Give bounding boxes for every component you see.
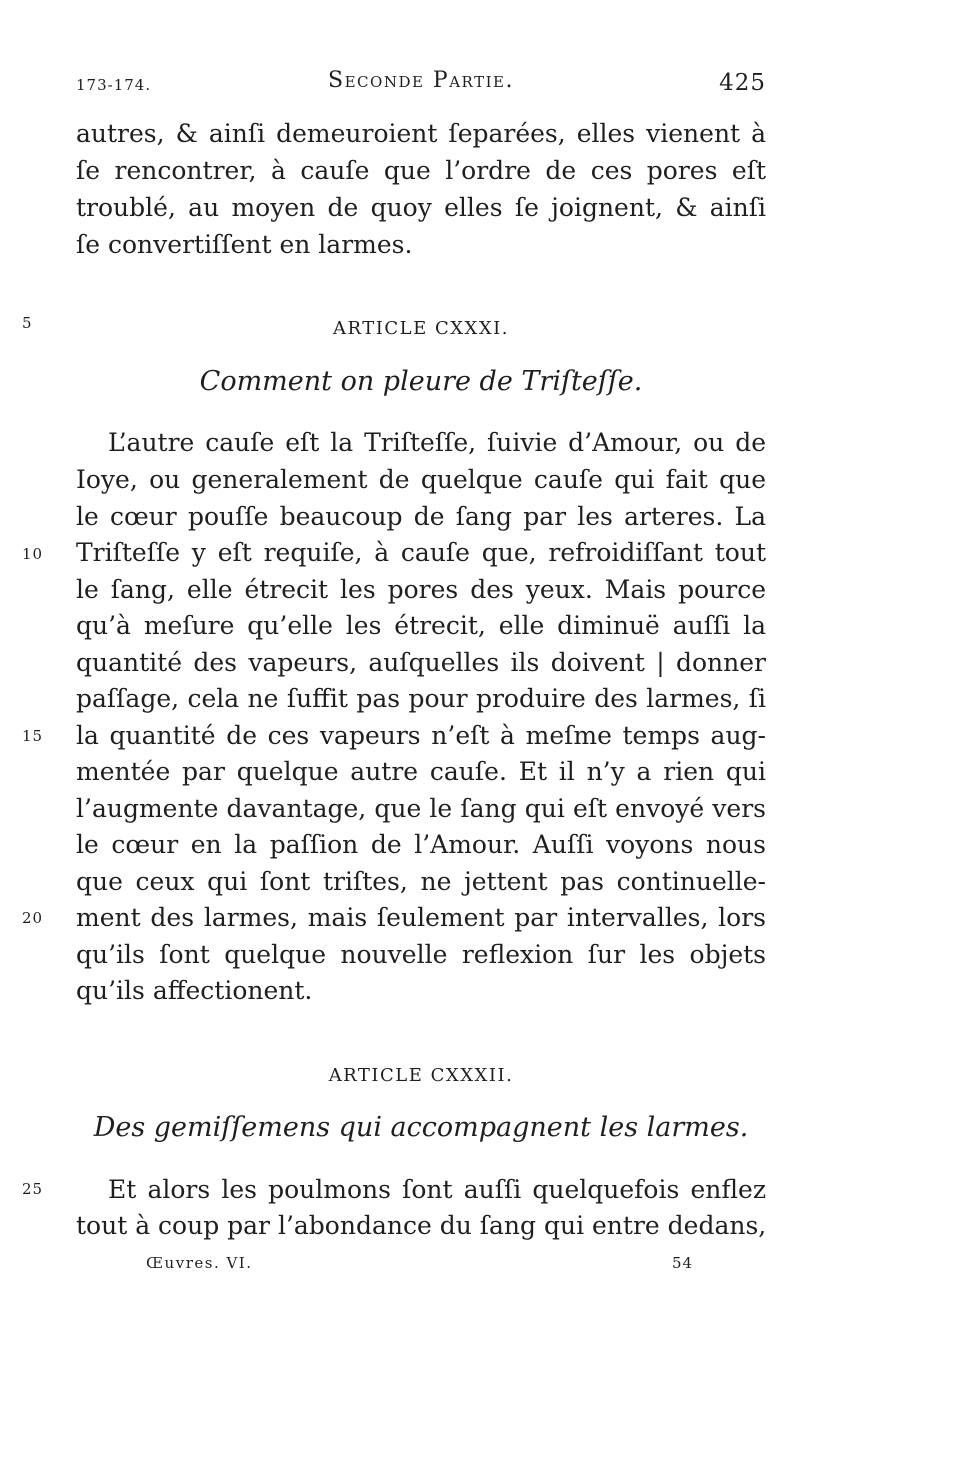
text-line: Et alors les poulmons ſont auſſi quelquefois enflez bbox=[108, 1175, 766, 1204]
text-line: L’autre cauſe eſt la Triſteſſe, ſuivie d’Amour, ou de bbox=[108, 428, 766, 457]
line-number: 25 bbox=[22, 1180, 44, 1198]
sheet-number: 54 bbox=[672, 1254, 694, 1272]
line-number: 10 bbox=[22, 545, 44, 563]
text-line: la quantité de ces vapeurs n’eſt à meſme temps aug- bbox=[76, 721, 766, 750]
text-line: mentée par quelque autre cauſe. Et il n’y a rien qui bbox=[76, 757, 766, 786]
line-number: 5 bbox=[22, 314, 33, 332]
page-number: 425 bbox=[719, 70, 766, 96]
text-line: le cœur en la paſſion de l’Amour. Auſſi voyons nous bbox=[76, 830, 766, 859]
text-line: l’augmente davantage, que le ſang qui eſt envoyé vers bbox=[76, 794, 766, 823]
text-line: troublé, au moyen de quoy elles ſe joignent, & ainſi bbox=[76, 193, 766, 222]
part-title: Seconde Partie. bbox=[328, 68, 514, 93]
text-line: ſe rencontrer, à cauſe que l’ordre de ces pores eſt bbox=[76, 156, 766, 185]
page-range: 173-174. bbox=[76, 76, 152, 94]
text-line: le cœur pouſſe beaucoup de ſang par les arteres. La bbox=[76, 502, 766, 531]
text-line: qu’à meſure qu’elle les étrecit, elle diminuë auſſi la bbox=[76, 611, 766, 640]
text-line: tout à coup par l’abondance du ſang qui entre dedans, bbox=[76, 1211, 767, 1240]
article-heading: ARTICLE CXXXII. bbox=[328, 1065, 514, 1086]
text-line: quantité des vapeurs, auſquelles ils doivent | donner bbox=[76, 648, 766, 677]
text-line: qu’ils ſont quelque nouvelle reflexion ſur les objets bbox=[76, 940, 766, 969]
text-line: que ceux qui ſont triſtes, ne jettent pas continuelle- bbox=[76, 867, 766, 896]
text-line: Ioye, ou generalement de quelque cauſe qui fait que bbox=[76, 465, 766, 494]
text-line: ment des larmes, mais ſeulement par intervalles, lors bbox=[76, 903, 766, 932]
text-line: le ſang, elle étrecit les pores des yeux. Mais pource bbox=[76, 575, 766, 604]
text-line: paſſage, cela ne ſuffit pas pour produire des larmes, ſi bbox=[76, 684, 766, 713]
article-heading: ARTICLE CXXXI. bbox=[333, 318, 509, 339]
text-line: Triſteſſe y eſt requiſe, à cauſe que, refroidiſſant tout bbox=[76, 538, 766, 567]
running-head bbox=[76, 68, 766, 100]
signature-mark: Œuvres. VI. bbox=[146, 1254, 253, 1272]
line-number: 20 bbox=[22, 909, 44, 927]
text-line: ſe convertiſſent en larmes. bbox=[76, 230, 413, 259]
text-line: autres, & ainſi demeuroient ſeparées, elles vienent à bbox=[76, 119, 766, 148]
article-title: Comment on pleure de Triſteſſe. bbox=[199, 366, 643, 397]
article-title: Des gemiſſemens qui accompagnent les larmes. bbox=[93, 1112, 749, 1143]
text-line: qu’ils affectionent. bbox=[76, 976, 313, 1005]
line-number: 15 bbox=[22, 727, 44, 745]
